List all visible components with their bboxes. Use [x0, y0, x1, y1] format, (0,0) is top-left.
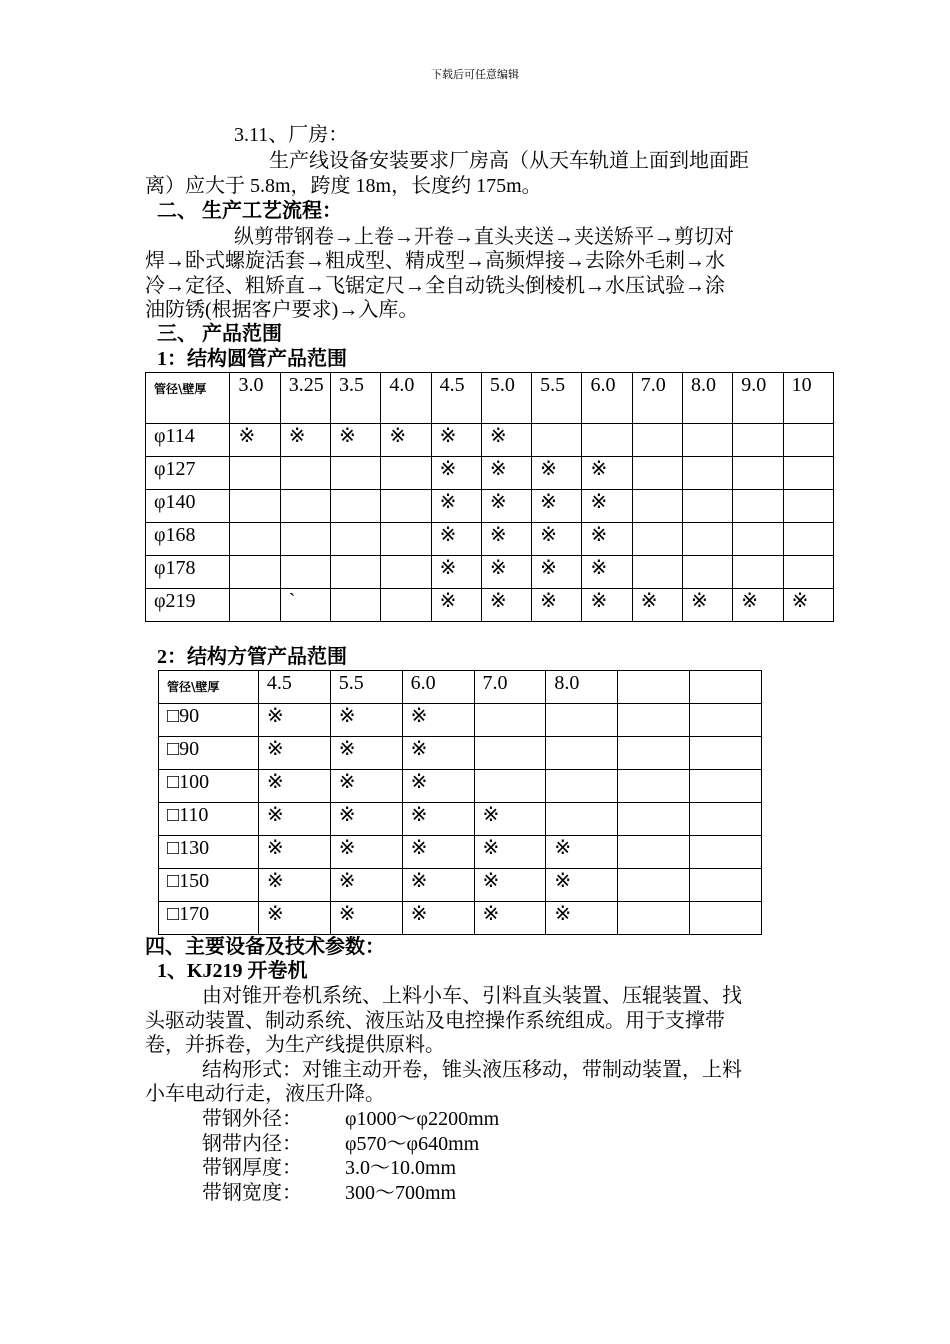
- table-cell: ※: [431, 424, 481, 457]
- table-header-row: [146, 373, 834, 424]
- table-column-header: 5.5: [330, 671, 402, 704]
- uncoiler-description-line: 卷，并拆卷，为生产线提供原料。: [145, 1034, 445, 1056]
- table-row: [159, 737, 762, 770]
- table-cell: [618, 902, 690, 935]
- row-label-cell: φ219: [146, 589, 230, 622]
- row-label-cell: φ140: [146, 490, 230, 523]
- table-cell: [632, 490, 682, 523]
- section-3-heading: 三、 产品范围: [157, 323, 282, 345]
- row-label-cell: φ114: [146, 424, 230, 457]
- table-cell: [474, 704, 546, 737]
- section-3-11-title: 3.11、厂房：: [234, 124, 349, 146]
- table-column-header: 3.25: [280, 373, 330, 424]
- table-cell: ※: [258, 836, 330, 869]
- process-flow-line: 焊→卧式螺旋活套→粗成型、精成型→高频焊接→去除外毛刺→水: [145, 250, 725, 272]
- table-cell: `: [280, 589, 330, 622]
- table-cell: [783, 424, 833, 457]
- table-cell: ※: [582, 556, 632, 589]
- table-cell: [280, 523, 330, 556]
- table-cell: ※: [431, 589, 481, 622]
- table-cell: ※: [258, 869, 330, 902]
- table-cell: [280, 556, 330, 589]
- table-cell: ※: [474, 869, 546, 902]
- table-cell: ※: [431, 523, 481, 556]
- row-label-cell: □90: [159, 737, 259, 770]
- table-column-header: [618, 671, 690, 704]
- table-cell: ※: [330, 902, 402, 935]
- uncoiler-subheading: 1、KJ219 开卷机: [157, 960, 308, 982]
- table-cell: [230, 556, 280, 589]
- table-cell: ※: [258, 803, 330, 836]
- table-cell: ※: [258, 737, 330, 770]
- table-cell: ※: [402, 737, 474, 770]
- table-cell: [546, 737, 618, 770]
- row-label-cell: □170: [159, 902, 259, 935]
- table-row: [159, 770, 762, 803]
- table-cell: ※: [402, 770, 474, 803]
- table-cell: ※: [431, 556, 481, 589]
- section-3-11-body-line: 离）应大于 5.8m，跨度 18m，长度约 175m。: [145, 175, 542, 197]
- table-column-header: 9.0: [733, 373, 783, 424]
- table-cell: ※: [532, 523, 582, 556]
- table-cell: [733, 556, 783, 589]
- table-cell: [618, 737, 690, 770]
- table-row: [146, 523, 834, 556]
- table-row: [146, 424, 834, 457]
- table-cell: [381, 556, 431, 589]
- table-column-header: 4.0: [381, 373, 431, 424]
- table-cell: ※: [481, 424, 531, 457]
- table-cell: [690, 902, 762, 935]
- section-2-heading: 二、 生产工艺流程：: [157, 200, 342, 222]
- table-cell: [733, 424, 783, 457]
- table-row: [159, 836, 762, 869]
- table-cell: ※: [474, 803, 546, 836]
- table-cell: [733, 457, 783, 490]
- spec-label: 钢带内径：: [202, 1133, 302, 1155]
- table-row: [159, 902, 762, 935]
- table-column-header: [690, 671, 762, 704]
- spec-value: 300～700mm: [345, 1182, 457, 1204]
- table-cell: ※: [330, 803, 402, 836]
- table-cell: [230, 457, 280, 490]
- square-tube-range-table: [158, 670, 762, 935]
- table-cell: [381, 490, 431, 523]
- spec-row-thickness: [202, 1156, 457, 1181]
- process-flow-line: 油防锈(根据客户要求)→入库。: [145, 299, 419, 321]
- table-cell: ※: [532, 589, 582, 622]
- table-corner-header: 管径\壁厚: [146, 373, 230, 424]
- table-column-header: 8.0: [546, 671, 618, 704]
- row-label-cell: φ127: [146, 457, 230, 490]
- table-cell: [690, 869, 762, 902]
- process-flow-line: 冷→定径、粗矫直→飞锯定尺→全自动铣头倒棱机→水压试验→涂: [145, 275, 725, 297]
- table-cell: [683, 523, 733, 556]
- table-cell: ※: [532, 490, 582, 523]
- table-cell: ※: [402, 803, 474, 836]
- spec-label: 带钢宽度：: [202, 1182, 302, 1204]
- table-row: [146, 490, 834, 523]
- table-cell: ※: [783, 589, 833, 622]
- table-cell: ※: [330, 737, 402, 770]
- structure-form-line: 结构形式：对锥主动开卷，锥头液压移动，带制动装置，上料: [202, 1059, 742, 1081]
- table-cell: [733, 523, 783, 556]
- table-row: [159, 803, 762, 836]
- table-cell: [474, 737, 546, 770]
- table-cell: ※: [733, 589, 783, 622]
- row-label-cell: φ178: [146, 556, 230, 589]
- table-row: [159, 704, 762, 737]
- table-column-header: 6.0: [582, 373, 632, 424]
- process-flow-line: 纵剪带钢卷→上卷→开卷→直头夹送→夹送矫平→剪切对: [234, 226, 734, 248]
- round-tube-table-title: 1：结构圆管产品范围: [157, 348, 347, 370]
- table-cell: ※: [330, 704, 402, 737]
- table-cell: [783, 457, 833, 490]
- table-cell: [546, 704, 618, 737]
- table-cell: ※: [230, 424, 280, 457]
- row-label-cell: φ168: [146, 523, 230, 556]
- table-cell: ※: [582, 589, 632, 622]
- table-cell: [546, 803, 618, 836]
- table-column-header: 7.0: [474, 671, 546, 704]
- square-tube-table-title: 2：结构方管产品范围: [157, 646, 347, 668]
- table-cell: ※: [331, 424, 381, 457]
- table-cell: [381, 523, 431, 556]
- table-cell: [618, 704, 690, 737]
- table-cell: ※: [431, 490, 481, 523]
- table-column-header: 6.0: [402, 671, 474, 704]
- table-cell: ※: [481, 457, 531, 490]
- table-cell: [280, 457, 330, 490]
- table-cell: [582, 424, 632, 457]
- table-cell: [690, 704, 762, 737]
- table-cell: [783, 523, 833, 556]
- table-cell: [683, 556, 733, 589]
- page-header-note: 下载后可任意编辑: [431, 68, 519, 81]
- table-column-header: 4.5: [431, 373, 481, 424]
- table-cell: [632, 556, 682, 589]
- table-cell: [230, 490, 280, 523]
- table-cell: [618, 803, 690, 836]
- table-cell: [690, 770, 762, 803]
- table-cell: [632, 523, 682, 556]
- table-cell: [331, 589, 381, 622]
- table-cell: [690, 737, 762, 770]
- table-cell: ※: [402, 902, 474, 935]
- table-cell: [381, 457, 431, 490]
- table-cell: ※: [330, 836, 402, 869]
- table-cell: ※: [474, 902, 546, 935]
- table-cell: [783, 556, 833, 589]
- table-column-header: 10: [783, 373, 833, 424]
- uncoiler-description-line: 头驱动装置、制动系统、液压站及电控操作系统组成。用于支撑带: [145, 1010, 725, 1032]
- table-cell: [230, 589, 280, 622]
- table-cell: ※: [474, 836, 546, 869]
- table-cell: [618, 836, 690, 869]
- spec-label: 带钢厚度：: [202, 1157, 302, 1179]
- table-cell: [683, 424, 733, 457]
- table-cell: ※: [582, 523, 632, 556]
- table-cell: ※: [431, 457, 481, 490]
- table-column-header: 3.0: [230, 373, 280, 424]
- row-label-cell: □100: [159, 770, 259, 803]
- section-3-11-body-line: 生产线设备安装要求厂房高（从天车轨道上面到地面距: [269, 150, 749, 172]
- table-cell: ※: [532, 457, 582, 490]
- table-cell: ※: [402, 869, 474, 902]
- spec-label: 带钢外径：: [202, 1108, 302, 1130]
- table-cell: [683, 457, 733, 490]
- structure-form-line: 小车电动行走，液压升降。: [145, 1083, 385, 1105]
- table-cell: ※: [330, 869, 402, 902]
- table-cell: ※: [546, 902, 618, 935]
- spec-value: 3.0～10.0mm: [345, 1157, 457, 1179]
- table-cell: ※: [582, 490, 632, 523]
- row-label-cell: □90: [159, 704, 259, 737]
- table-cell: [632, 424, 682, 457]
- table-row: [146, 556, 834, 589]
- spec-value: φ570～φ640mm: [345, 1133, 480, 1155]
- row-label-cell: □130: [159, 836, 259, 869]
- table-cell: ※: [258, 770, 330, 803]
- table-cell: [783, 490, 833, 523]
- table-cell: ※: [481, 556, 531, 589]
- table-cell: [733, 490, 783, 523]
- table-column-header: 5.0: [481, 373, 531, 424]
- table-cell: [474, 770, 546, 803]
- table-cell: [532, 424, 582, 457]
- table-column-header: 7.0: [632, 373, 682, 424]
- table-cell: ※: [402, 704, 474, 737]
- table-cell: ※: [532, 556, 582, 589]
- table-cell: ※: [381, 424, 431, 457]
- table-cell: [618, 770, 690, 803]
- table-cell: [331, 457, 381, 490]
- table-cell: [690, 803, 762, 836]
- table-cell: [331, 523, 381, 556]
- table-cell: ※: [582, 457, 632, 490]
- round-tube-range-table: [145, 372, 834, 622]
- table-cell: [546, 770, 618, 803]
- row-label-cell: □110: [159, 803, 259, 836]
- table-corner-header: 管径\壁厚: [159, 671, 259, 704]
- table-cell: [683, 490, 733, 523]
- row-label-cell: □150: [159, 869, 259, 902]
- table-cell: ※: [481, 589, 531, 622]
- table-cell: [618, 869, 690, 902]
- table-cell: ※: [280, 424, 330, 457]
- table-cell: ※: [481, 490, 531, 523]
- table-cell: ※: [683, 589, 733, 622]
- table-header-row: [159, 671, 762, 704]
- table-row: [146, 457, 834, 490]
- table-cell: ※: [481, 523, 531, 556]
- table-cell: [690, 836, 762, 869]
- table-cell: [331, 556, 381, 589]
- table-row: [146, 589, 834, 622]
- table-cell: [230, 523, 280, 556]
- uncoiler-description-line: 由对锥开卷机系统、上料小车、引料直头装置、压辊装置、找: [202, 985, 742, 1007]
- table-cell: [381, 589, 431, 622]
- table-column-header: 8.0: [683, 373, 733, 424]
- section-4-heading: 四、主要设备及技术参数：: [145, 936, 385, 958]
- spec-row-width: [202, 1181, 457, 1206]
- table-cell: [280, 490, 330, 523]
- table-cell: [632, 457, 682, 490]
- table-cell: ※: [632, 589, 682, 622]
- table-column-header: 4.5: [258, 671, 330, 704]
- table-cell: ※: [546, 836, 618, 869]
- table-cell: ※: [258, 704, 330, 737]
- spec-value: φ1000～φ2200mm: [345, 1108, 500, 1130]
- table-cell: ※: [258, 902, 330, 935]
- spec-row-inner-diameter: [202, 1132, 480, 1157]
- table-cell: ※: [546, 869, 618, 902]
- table-column-header: 5.5: [532, 373, 582, 424]
- spec-row-outer-diameter: [202, 1107, 500, 1132]
- table-column-header: 3.5: [331, 373, 381, 424]
- table-cell: ※: [330, 770, 402, 803]
- table-cell: [331, 490, 381, 523]
- table-row: [159, 869, 762, 902]
- table-cell: ※: [402, 836, 474, 869]
